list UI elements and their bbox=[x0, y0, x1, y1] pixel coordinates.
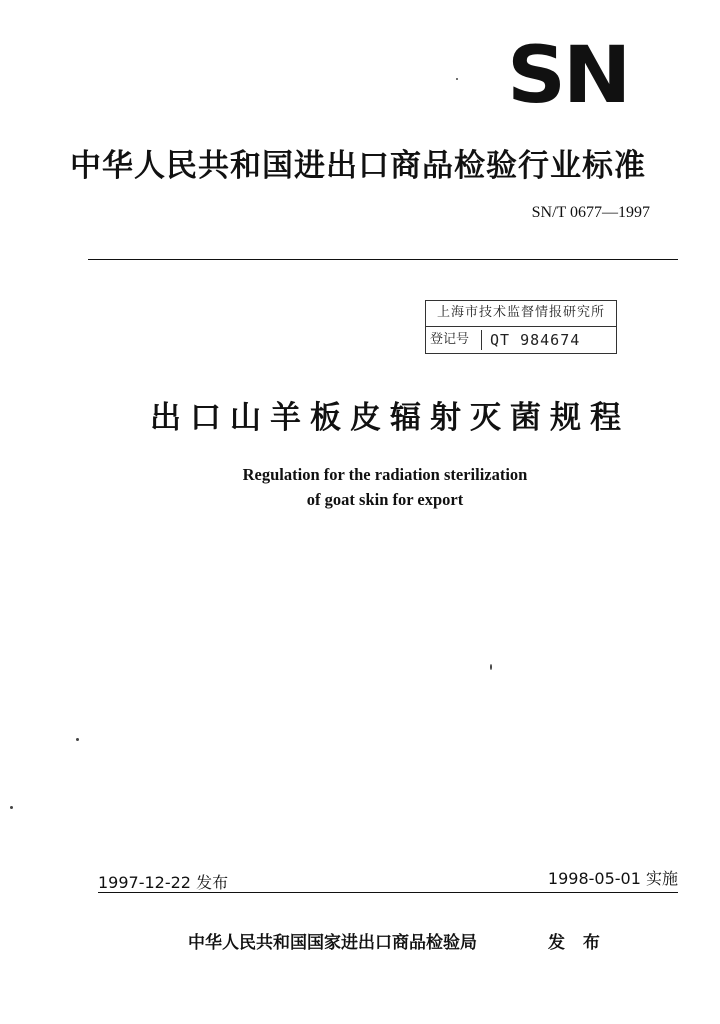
publish-label: 发 布 bbox=[548, 933, 606, 953]
registration-stamp bbox=[425, 300, 617, 354]
scan-speck bbox=[490, 664, 492, 670]
stamp-registration-row bbox=[426, 327, 616, 353]
document-title-chinese: 出口山羊板皮辐射灭菌规程 bbox=[150, 400, 630, 436]
standard-code: SN/T 0677—1997 bbox=[531, 204, 650, 221]
stamp-institute: 上海市技术监督情报研究所 bbox=[426, 301, 616, 327]
stamp-reg-number: QT 984674 bbox=[490, 331, 581, 349]
stamp-reg-label: 登记号 bbox=[430, 332, 470, 347]
bottom-divider bbox=[98, 892, 678, 893]
top-divider bbox=[88, 259, 678, 260]
issuing-authority: 中华人民共和国国家进出口商品检验局 bbox=[188, 933, 477, 953]
english-title-line-2: of goat skin for export bbox=[306, 490, 464, 509]
stamp-separator bbox=[481, 330, 482, 350]
sn-logo: SN bbox=[507, 31, 629, 121]
implementation-date: 1998-05-01 实施 bbox=[547, 869, 678, 888]
industry-standard-title: 中华人民共和国进出口商品检验行业标准 bbox=[70, 148, 646, 184]
scan-speck bbox=[10, 806, 13, 809]
document-title-english bbox=[150, 462, 620, 512]
english-title-line-1: Regulation for the radiation sterilization bbox=[242, 465, 528, 484]
issue-date: 1997-12-22 发布 bbox=[98, 873, 229, 892]
scan-speck bbox=[76, 738, 79, 741]
scan-speck bbox=[456, 78, 458, 80]
